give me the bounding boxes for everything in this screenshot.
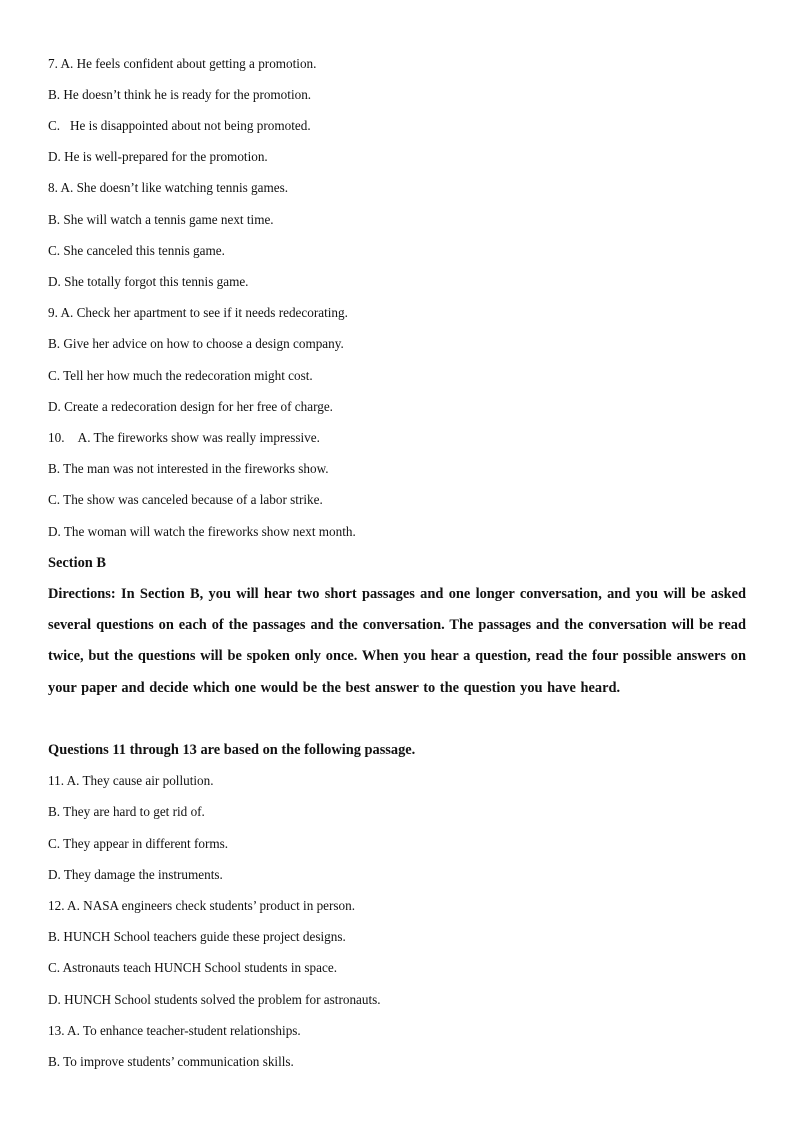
q9-option-a: 9. A. Check her apartment to see if it needs redecorating. [48,305,348,320]
section-b-heading: Section B [48,555,106,571]
section-b-directions: Directions: In Section B, you will hear two short passages and one longer conversation, and you will be asked several questions on each of the passages and the conversation. The passages and the conversation will be read twice, but the questions will be spoken only once. When you hear a question, read the four possible answers on your paper and decide which one would be the best answer to the question you have heard. [48,586,746,696]
q10-option-c: C. The show was canceled because of a labor strike. [48,492,323,507]
q13-option-a: 13. A. To enhance teacher-student relationships. [48,1023,301,1038]
q8-option-b: B. She will watch a tennis game next time. [48,212,274,227]
passage-heading: Questions 11 through 13 are based on the following passage. [48,742,416,758]
q7-option-b: B. He doesn’t think he is ready for the promotion. [48,87,312,102]
q10-option-b: B. The man was not interested in the fireworks show. [48,461,329,476]
q12-option-c: C. Astronauts teach HUNCH School students in space. [48,960,337,975]
q7-option-c: C. He is disappointed about not being promoted. [48,118,311,133]
q10-option-d: D. The woman will watch the fireworks show next month. [48,524,356,539]
q12-option-b: B. HUNCH School teachers guide these project designs. [48,929,346,944]
q8-option-d: D. She totally forgot this tennis game. [48,274,249,289]
q7-option-a: 7. A. He feels confident about getting a promotion. [48,56,317,71]
q9-option-c: C. Tell her how much the redecoration might cost. [48,368,313,383]
q9-option-b: B. Give her advice on how to choose a design company. [48,336,344,351]
q11-option-d: D. They damage the instruments. [48,867,223,882]
q8-option-a: 8. A. She doesn’t like watching tennis games. [48,180,289,195]
q10-option-a: 10. A. The fireworks show was really impressive. [48,430,320,445]
q13-option-b: B. To improve students’ communication skills. [48,1054,294,1069]
q8-option-c: C. She canceled this tennis game. [48,243,225,258]
q11-option-b: B. They are hard to get rid of. [48,804,205,819]
q12-option-a: 12. A. NASA engineers check students’ product in person. [48,898,356,913]
q12-option-d: D. HUNCH School students solved the problem for astronauts. [48,992,381,1007]
q11-option-a: 11. A. They cause air pollution. [48,773,214,788]
q11-option-c: C. They appear in different forms. [48,836,229,851]
q9-option-d: D. Create a redecoration design for her free of charge. [48,399,333,414]
q7-option-d: D. He is well-prepared for the promotion. [48,149,268,164]
